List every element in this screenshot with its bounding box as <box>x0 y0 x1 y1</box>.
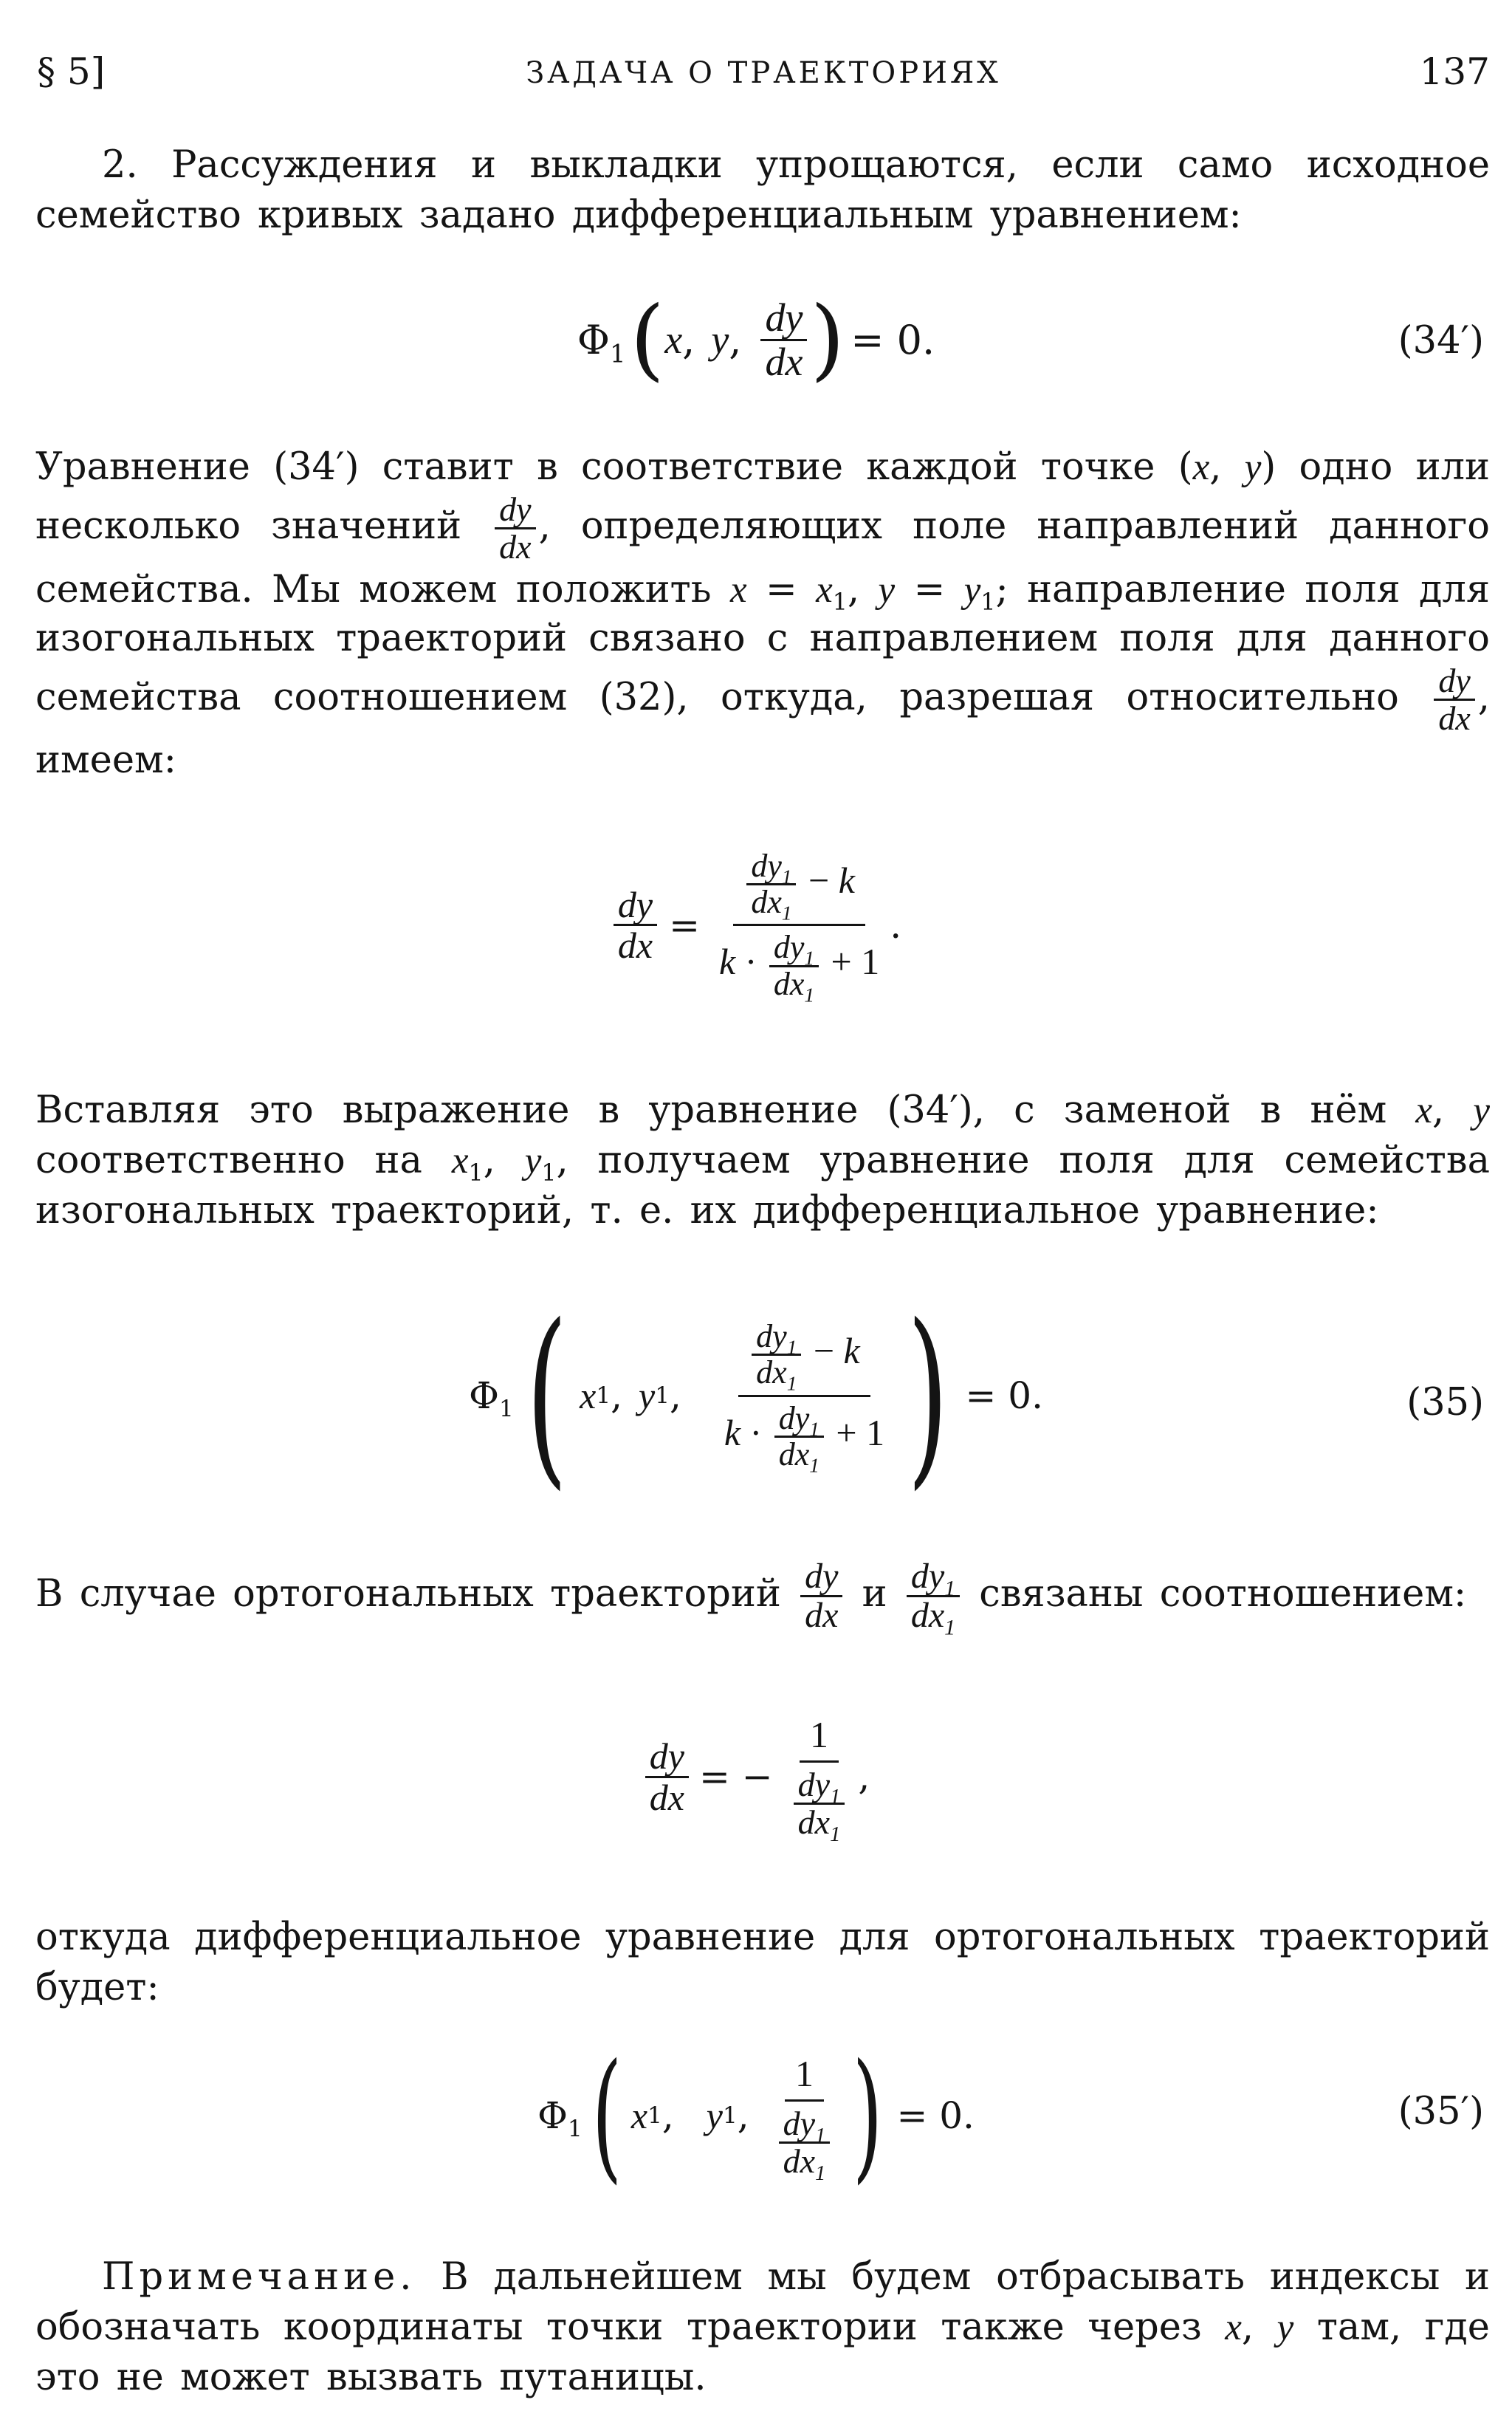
paragraph-1-text: 2. Рассуждения и выкладки упрощаются, если само исходное семейство кривых задано дифференциальным уравнением: <box>35 143 1490 237</box>
chapter-title: ЗАДАЧА О ТРАЕКТОРИЯХ <box>526 56 1001 90</box>
left-paren: ( <box>526 1284 568 1507</box>
equation-orthogonal: $\frac{dy}{dx}$ = − $\frac{1}{\frac{dy_1}{dx_1}}$ , <box>0 1713 1512 1841</box>
equation-isogonal-slope: $\frac{dy}{dx}$ = $\frac{dy_1}{dx_1}$ − k k · $\frac{dy_1}{dx_1}$ + 1 . <box>0 849 1512 1001</box>
paragraph-3 <box>35 1086 1490 1236</box>
phi-symbol: $\Phi_1$ <box>468 1374 514 1422</box>
slope-fraction: $\frac{dy_1}{dx_1}$ − k k · $\frac{dy_1}{dx_1}$ + 1 <box>724 1318 885 1477</box>
phi-symbol: $\Phi_1$ <box>577 316 626 368</box>
equation-number: (35′) <box>1398 2090 1484 2133</box>
equals-zero: = 0. <box>965 1374 1044 1417</box>
equation-34-prime: $\Phi_1$ ( x , y , $\frac{dy}{dx}$ ) = 0. (34′) <box>577 288 1484 391</box>
fraction-dy-dx: $\frac{dy}{dx}$ <box>760 297 807 383</box>
var-x: x <box>664 318 683 362</box>
var-y: y <box>711 318 729 362</box>
paragraph-4 <box>35 1557 1490 1640</box>
equals-zero: = 0. <box>896 2094 975 2137</box>
paragraph-2 <box>35 443 1490 785</box>
lhs-dy-dx: $\frac{dy}{dx}$ <box>614 885 657 965</box>
note-label: Примечание. <box>102 2255 416 2299</box>
right-paren: ) <box>810 288 845 391</box>
equation-35-prime: $\Phi_1$ ( x 1 , y 1 , $\frac{1}{\frac{dy_1}{dx_1}}$ ) = 0. (35′) <box>537 2034 1484 2197</box>
paragraph-2-text: Уравнение (34′) ставит в соответствие каждой точке (x, y) одно или несколько значений $\frac{dy}{dx}$ , определяющих поле направлений данного семейства. Мы можем положить $x = x_1$, $y = y_1$; направление поля для изогональных траекторий связано с направлением поля для данного семейства соотношением (32), откуда, разрешая относительно $\frac{dy}{dx}$ , имеем: <box>35 445 1491 783</box>
page-number: 137 <box>1419 50 1490 93</box>
section-marker: § 5] <box>37 50 106 93</box>
equation-number: (34′) <box>1398 319 1484 363</box>
paragraph-5-text: откуда дифференциальное уравнение для ортогональных траекторий будет: <box>35 1916 1490 2009</box>
equation-number: (35) <box>1406 1381 1484 1424</box>
paragraph-1 <box>35 140 1490 241</box>
paragraph-5 <box>35 1913 1490 2013</box>
paragraph-3-text: Вставляя это выражение в уравнение (34′), с заменой в нём x, y соответственно на $x_1$, $y_1$, получаем уравнение поля для семейства изогональных траекторий, т. е. их дифференциальное уравнение: <box>35 1088 1490 1232</box>
running-head <box>37 46 1490 97</box>
left-paren: ( <box>630 288 665 391</box>
note-paragraph <box>35 2252 1490 2403</box>
paragraph-4-text: В случае ортогональных траекторий $\frac{dy}{dx}$ и $\frac{dy_1}{dx_1}$ связаны соотношением: <box>35 1557 1467 1640</box>
equals-zero: = 0. <box>850 316 935 363</box>
note-text: Примечание. В дальнейшем мы будем отбрасывать индексы и обозначать координаты точки траектории также через x, y там, где это не может вызвать путаницы. <box>35 2255 1490 2399</box>
right-paren: ) <box>907 1284 949 1507</box>
rhs-fraction: $\frac{dy_1}{dx_1}$ − k k · $\frac{dy_1}{dx_1}$ + 1 <box>718 848 880 1006</box>
equation-35: $\Phi_1$ ( x 1 , y 1 , $\frac{dy_1}{dx_1}$ − k k · $\frac{dy_1}{dx_1}$ + 1 ) = 0. (35) <box>468 1284 1484 1507</box>
